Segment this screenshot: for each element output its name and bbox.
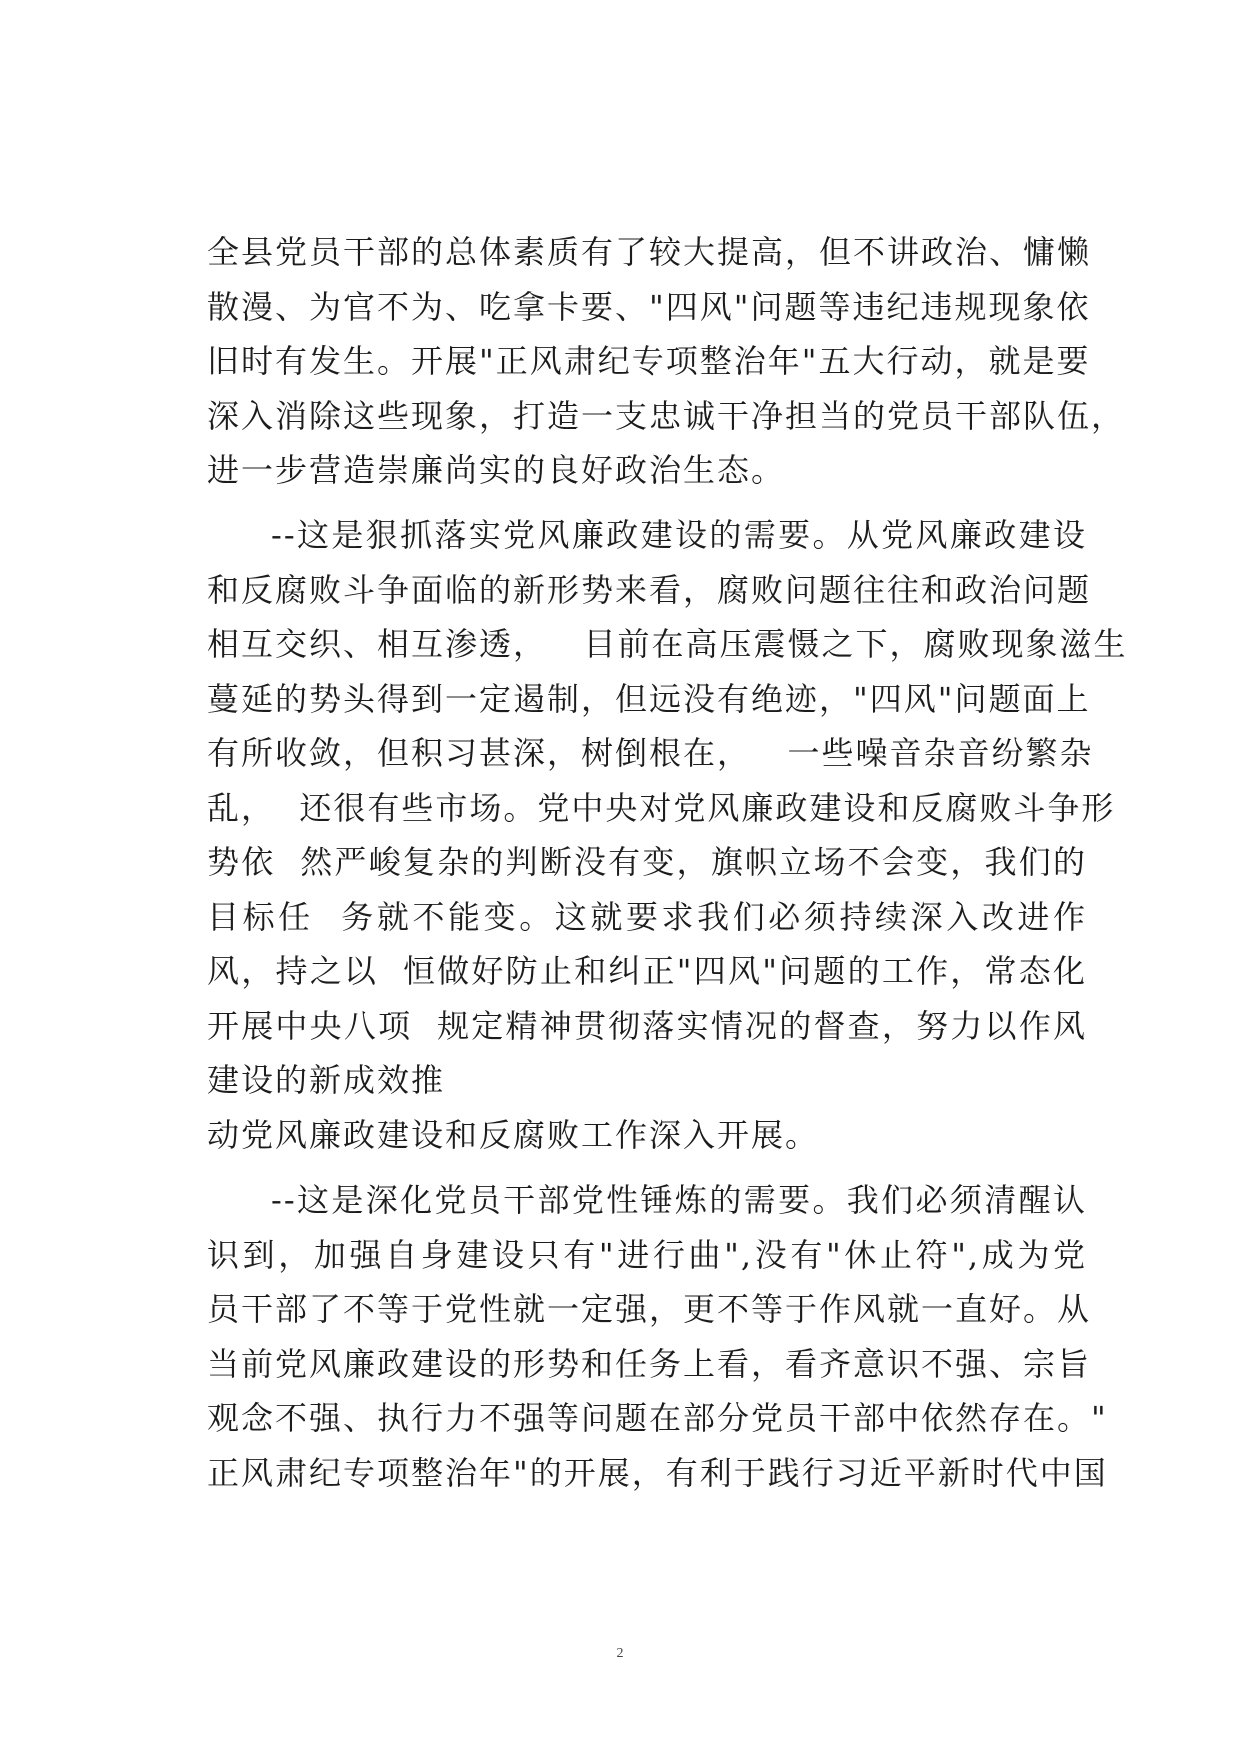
text-line: 势依 然严峻复杂的判断没有变，旗帜立场不会变，我们的	[207, 843, 1087, 881]
text-line: 目标任 务就不能变。这就要求我们必须持续深入改进作	[207, 898, 1087, 936]
text-line: --这是狠抓落实党风廉政建设的需要。从党风廉政建设	[271, 516, 1087, 554]
text-line: 和反腐败斗争面临的新形势来看，腐败问题往往和政治问题	[207, 571, 1092, 609]
text-line: 蔓延的势头得到一定遏制，但远没有绝迹，"四风"问题面上	[207, 680, 1091, 718]
text-line: 动党风廉政建设和反腐败工作深入开展。	[207, 1116, 820, 1154]
text-line: 正风肃纪专项整治年"的开展，有利于践行习近平新时代中国	[207, 1454, 1108, 1492]
text-line: 乱， 还很有些市场。党中央对党风廉政建设和反腐败斗争形	[207, 789, 1116, 827]
text-line: --这是深化党员干部党性锤炼的需要。我们必须清醒认	[271, 1181, 1087, 1219]
text-line: 开展中央八项 规定精神贯彻落实情况的督查，努力以作风	[207, 1007, 1087, 1045]
text-line: 观念不强、执行力不强等问题在部分党员干部中依然存在。"	[207, 1399, 1108, 1437]
text-line: 风，持之以 恒做好防止和纠正"四风"问题的工作，常态化	[207, 952, 1087, 990]
text-line: 散漫、为官不为、吃拿卡要、"四风"问题等违纪违规现象依	[207, 288, 1091, 326]
text-line: 全县党员干部的总体素质有了较大提高，但不讲政治、慵懒	[207, 233, 1092, 271]
text-line: 旧时有发生。开展"正风肃纪专项整治年"五大行动，就是要	[207, 342, 1091, 380]
text-line: 当前党风廉政建设的形势和任务上看，看齐意识不强、宗旨	[207, 1345, 1092, 1383]
text-line: 识到，加强自身建设只有"进行曲",没有"休止符",成为党	[207, 1236, 1087, 1274]
text-line: 相互交织、相互渗透， 目前在高压震慑之下，腐败现象滋生	[207, 625, 1128, 663]
text-line: 建设的新成效推	[207, 1061, 446, 1099]
text-line: 有所收敛，但积习甚深，树倒根在， 一些噪音杂音纷繁杂	[207, 734, 1094, 772]
text-line: 员干部了不等于党性就一定强，更不等于作风就一直好。从	[207, 1290, 1092, 1328]
text-line: 进一步营造崇廉尚实的良好政治生态。	[207, 451, 786, 489]
text-line: 深入消除这些现象，打造一支忠诚干净担当的党员干部队伍，	[207, 397, 1126, 435]
page-number: 2	[616, 1646, 624, 1661]
